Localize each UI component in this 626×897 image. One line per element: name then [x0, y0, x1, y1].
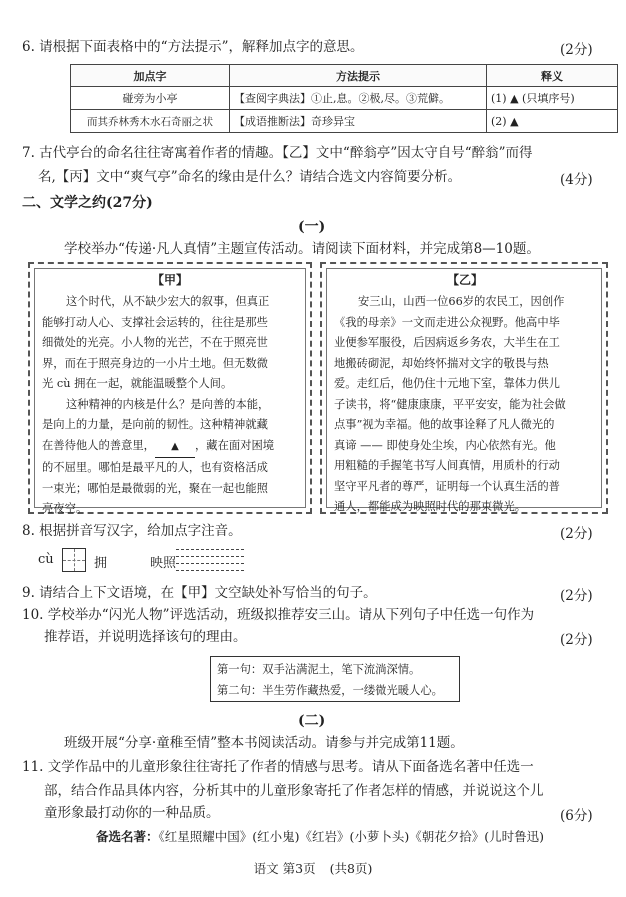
footer-subject: 语文: [253, 861, 279, 876]
q8-word2: 映照: [150, 556, 177, 571]
text-line: 的不屈里。哪怕是最平凡的人，也有资格活成: [42, 461, 268, 474]
q11-books-line: [96, 826, 544, 848]
part2-intro: 班级开展“分享·童稚至情”整本书阅读活动。请参与并完成第11题。: [64, 735, 464, 751]
text-line: 爱。走红后，他仍住十元地下室，靠体力供儿: [334, 377, 560, 390]
table-cell-answer: (1) ▲ (只填序号): [487, 87, 618, 110]
q11-line1: 11. 文学作品中的儿童形象往往寄托了作者的情感与思考。请从下面备选名著中任选一: [22, 759, 534, 775]
q11-score: (6分): [560, 808, 593, 824]
text-line: 是向上的力量，是向前的韧性。这种精神就藏: [42, 418, 268, 431]
text-line: 坚守平凡者的尊严，证明每一个认真生活的普: [334, 479, 560, 493]
header-cell: 方法提示: [230, 65, 487, 87]
q8-text: 8. 根据拼音写汉字，给加点字注音。: [22, 523, 242, 539]
header-cell: 释义: [487, 65, 618, 87]
page-footer: [0, 859, 626, 877]
table-cell-word: 而其乔林秀木水石奇丽之状: [71, 110, 230, 133]
text-line: 用粗糙的手握笔书写人间真情，用质朴的行动: [334, 459, 560, 472]
text-line: 《我的母亲》一文而走进公众视野。他高中毕: [334, 315, 560, 329]
passage-jia-text: [42, 292, 300, 520]
header-cell: 加点字: [71, 65, 230, 87]
footer-page: 第3页: [282, 861, 316, 876]
table-header-row: [71, 65, 618, 87]
passage-yi-text: [334, 292, 596, 518]
table-cell-method: 【查阅字典法】①止,息。②极,尽。③荒僻。: [230, 87, 487, 110]
part2-title: (二): [298, 713, 326, 729]
text-line: 能够打动人心、支撑社会运转的，往往是那些: [42, 315, 268, 329]
passage-jia-title: 【甲】: [151, 273, 188, 287]
part1-title: (一): [298, 219, 326, 235]
footer-total: (共8页): [329, 861, 373, 876]
q6-text: 6. 请根据下面表格中的“方法提示”，解释加点字的意思。: [22, 39, 364, 55]
q11-line2: 部，结合作品具体内容，分析其中的儿童形象寄托了作者怎样的情感，并说说这个儿: [44, 783, 544, 799]
q10-line1: 10. 学校举办“闪光人物”评选活动，班级拟推荐安三山。请从下列句子中任选一句作为: [22, 607, 535, 623]
text-segment: 在善待他人的善意里，: [42, 438, 155, 452]
table-row: [71, 87, 618, 110]
answer-grid-box[interactable]: [62, 548, 86, 572]
text-line: 安三山，山西一位66岁的农民工，因创作: [358, 295, 565, 308]
option-second: 第二句：半生劳作藏热爱，一缕微光暖人心。: [217, 684, 443, 697]
table-cell-word: 碰旁为小亭: [71, 87, 230, 110]
pinyin-answer-lines[interactable]: [176, 549, 244, 571]
method-table: [70, 64, 618, 133]
text-line: 真谛 —— 即使身处尘埃，内心依然有光。他: [334, 438, 556, 452]
text-line: 子读书，将“健康康康，平平安安，能为社会做: [334, 397, 566, 411]
q7-line2: 名,【丙】文中“爽气亭”命名的缘由是什么？请结合选文内容简要分析。: [38, 169, 462, 185]
part1-intro: 学校举办“传递·凡人真情”主题宣传活动。请阅读下面材料，并完成第8—10题。: [64, 241, 540, 257]
text-line: 点事”视为幸福。他的故事诠释了凡人微光的: [334, 418, 555, 431]
q8-score: (2分): [560, 526, 593, 542]
option-first: 第一句：双手沾满泥土，笔下流淌深情。: [217, 663, 421, 676]
books-list: 《红星照耀中国》(红小鬼)《红岩》(小萝卜头)《朝花夕拾》(儿时鲁迅): [158, 829, 545, 844]
text-line: 通人，都能成为映照时代的那束微光。: [334, 500, 527, 513]
text-line: 界，而在于照亮身边的一小片土地。但无数微: [42, 356, 268, 370]
text-line: 亮夜空。: [42, 502, 88, 515]
q6-score: (2分): [560, 42, 593, 58]
q10-line2: 推荐语，并说明选择该句的理由。: [44, 629, 247, 645]
table-row: [71, 110, 618, 133]
text-line: 地搬砖砌泥，却始终怀揣对文字的敬畏与热: [334, 356, 549, 370]
text-line-blank: [42, 436, 300, 459]
section2-title: 二、文学之约(27分): [22, 195, 153, 211]
q10-score: (2分): [560, 632, 593, 648]
q9-score: (2分): [560, 588, 593, 604]
recommend-options-box: [210, 656, 460, 702]
passage-yi-title: 【乙】: [446, 273, 483, 287]
table-cell-method: 【成语推断法】奇珍异宝: [230, 110, 487, 133]
q7-score: (4分): [560, 172, 593, 188]
q11-line3: 童形象最打动你的一种品质。: [44, 805, 220, 821]
q8-word1: 拥: [94, 556, 108, 571]
q9-text: 9. 请结合上下文语境，在【甲】文空缺处补写恰当的句子。: [22, 585, 377, 601]
q8-pinyin: cù: [38, 552, 54, 567]
text-line: 业便参军服役，后因病返乡务农，大半生在工: [334, 336, 560, 349]
text-line: 细微处的光亮。小人物的光芒，不在于照亮世: [42, 336, 268, 349]
text-line: 一束光；哪怕是最微弱的光，聚在一起也能照: [42, 481, 268, 495]
text-line: 光 cù 拥在一起，就能温暖整个人间。: [42, 377, 233, 390]
blank-marker: ▲: [155, 437, 195, 459]
text-line: 这种精神的内核是什么？是向善的本能，: [66, 397, 270, 411]
text-line: 这个时代，从不缺少宏大的叙事，但真正: [66, 295, 270, 308]
books-label: 备选名著：: [96, 829, 159, 844]
text-segment: ，藏在面对困境: [194, 438, 275, 452]
q7-line1: 7. 古代亭台的命名往往寄寓着作者的情趣。【乙】文中“醉翁亭”因太守自号“醉翁”而得: [22, 145, 533, 161]
table-cell-answer: (2) ▲: [487, 110, 618, 133]
